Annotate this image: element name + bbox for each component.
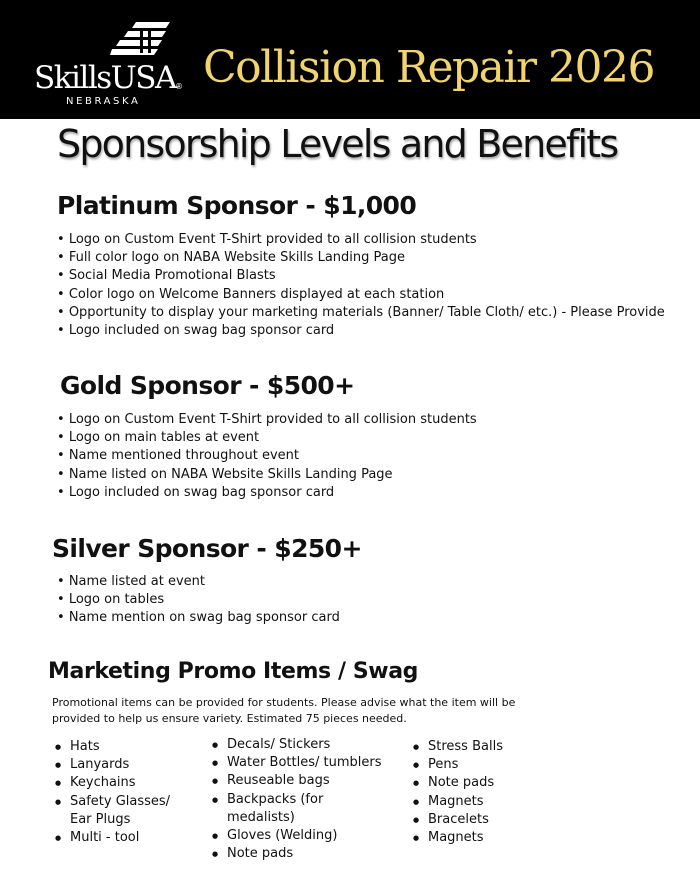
list-item: • Logo on main tables at event xyxy=(57,429,477,447)
platinum-benefits xyxy=(57,231,665,340)
list-item: ● Safety Glasses/ Ear Plugs xyxy=(55,793,175,829)
logo-wordmark: SkillsUSA xyxy=(34,60,176,96)
list-item: • Logo included on swag bag sponsor card xyxy=(57,484,477,502)
page-title: Sponsorship Levels and Benefits xyxy=(57,122,618,166)
list-item: ● Backpacks (for medalists) xyxy=(212,791,342,827)
gold-benefits xyxy=(57,411,477,502)
list-item: ● Reuseable bags xyxy=(212,772,392,790)
list-item: ● Water Bottles/ tumblers xyxy=(212,754,392,772)
list-item: ● Magnets xyxy=(413,829,573,847)
list-item: • Logo on Custom Event T-Shirt provided to all collision students xyxy=(57,411,477,429)
list-item: ● Stress Balls xyxy=(413,738,573,756)
list-item: ● Keychains xyxy=(55,774,195,792)
list-item: • Name mention on swag bag sponsor card xyxy=(57,609,340,627)
flag-stripes-icon xyxy=(110,22,172,60)
list-item: • Logo on Custom Event T-Shirt provided to all collision students xyxy=(57,231,665,249)
swag-column-2 xyxy=(212,736,392,863)
list-item: • Full color logo on NABA Website Skills Landing Page xyxy=(57,249,665,267)
silver-benefits xyxy=(57,573,340,628)
list-item: • Social Media Promotional Blasts xyxy=(57,267,665,285)
list-item: • Name mentioned throughout event xyxy=(57,447,477,465)
list-item: ● Lanyards xyxy=(55,756,195,774)
header-banner xyxy=(0,0,700,119)
list-item: ● Magnets xyxy=(413,793,573,811)
promo-title: Marketing Promo Items / Swag xyxy=(48,659,419,684)
logo-state: NEBRASKA xyxy=(66,96,141,107)
list-item: • Logo on tables xyxy=(57,591,340,609)
list-item: ● Gloves (Welding) xyxy=(212,827,392,845)
list-item: ● Bracelets xyxy=(413,811,573,829)
swag-column-1 xyxy=(55,738,195,847)
skillsusa-logo xyxy=(34,22,194,112)
list-item: ● Hats xyxy=(55,738,195,756)
platinum-title: Platinum Sponsor - $1,000 xyxy=(57,191,417,220)
list-item: ● Note pads xyxy=(212,845,392,863)
list-item: • Opportunity to display your marketing materials (Banner/ Table Cloth/ etc.) - Please Provide xyxy=(57,304,665,322)
gold-title: Gold Sponsor - $500+ xyxy=(60,371,355,400)
list-item: ● Multi - tool xyxy=(55,829,195,847)
swag-column-3 xyxy=(413,738,573,847)
list-item: ● Pens xyxy=(413,756,573,774)
registered-mark: ® xyxy=(175,82,183,91)
list-item: • Color logo on Welcome Banners displayed at each station xyxy=(57,286,665,304)
list-item: • Logo included on swag bag sponsor card xyxy=(57,322,665,340)
list-item: • Name listed on NABA Website Skills Landing Page xyxy=(57,466,477,484)
event-title: Collision Repair 2026 xyxy=(203,42,654,93)
list-item: ● Note pads xyxy=(413,774,573,792)
list-item: ● Decals/ Stickers xyxy=(212,736,392,754)
silver-title: Silver Sponsor - $250+ xyxy=(52,534,362,563)
promo-description: Promotional items can be provided for students. Please advise what the item will be provided to help us ensure variety. Estimated 75 pieces needed. xyxy=(52,696,516,725)
list-item: • Name listed at event xyxy=(57,573,340,591)
